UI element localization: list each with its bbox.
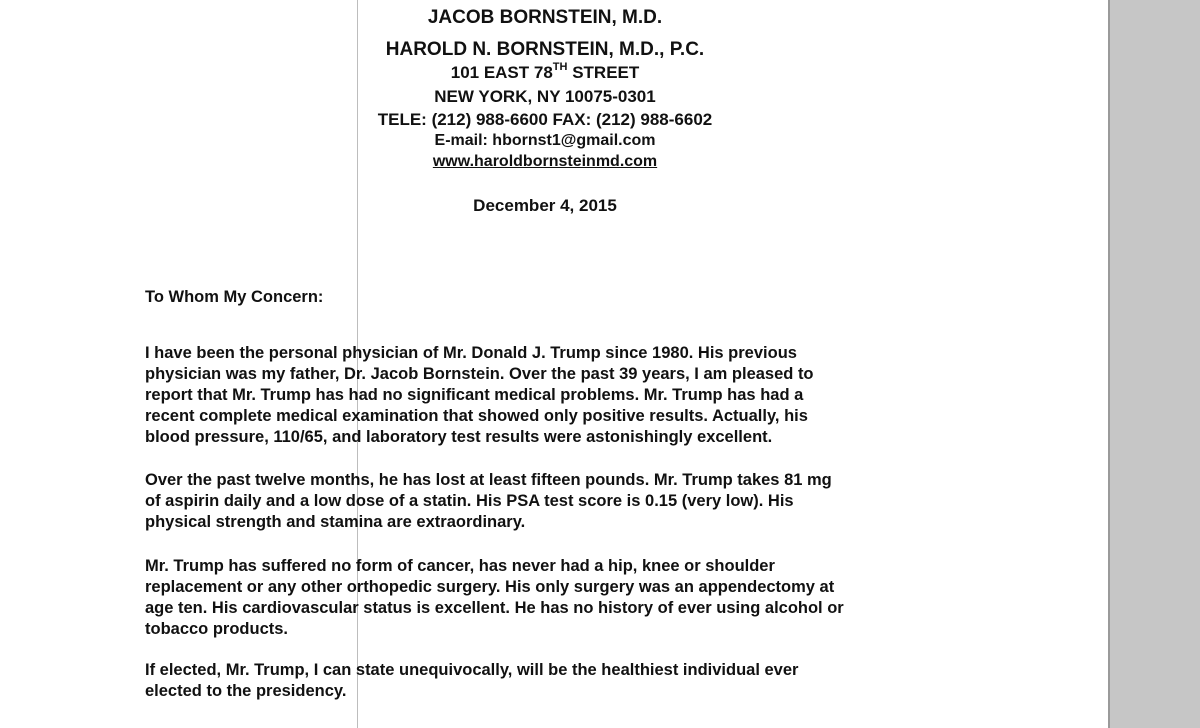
paragraph-line: Mr. Trump has suffered no form of cancer, has never had a hip, knee or shoulder (145, 557, 775, 575)
paragraph-line: recent complete medical examination that showed only positive results. Actually, his (145, 407, 808, 425)
paragraph-line: I have been the personal physician of Mr. Donald J. Trump since 1980. His previous (145, 344, 797, 362)
letterhead-city: NEW YORK, NY 10075-0301 (434, 87, 656, 106)
paragraph-1 (145, 343, 975, 448)
paragraph-line: physician was my father, Dr. Jacob Bornstein. Over the past 39 years, I am pleased to (145, 365, 814, 383)
letter-date: December 4, 2015 (473, 196, 617, 215)
paragraph-line: age ten. His cardiovascular status is excellent. He has no history of ever using alcohol or (145, 599, 844, 617)
paragraph-3 (145, 556, 975, 640)
letterhead-website[interactable] (0, 151, 1090, 173)
paragraph-4 (145, 660, 975, 702)
salutation: To Whom My Concern: (145, 288, 324, 306)
paragraph-line: blood pressure, 110/65, and laboratory test results were astonishingly excellent. (145, 428, 773, 446)
paragraph-2 (145, 470, 975, 533)
paragraph-line: elected to the presidency. (145, 682, 347, 700)
website-link[interactable]: www.haroldbornsteinmd.com (432, 153, 658, 170)
letterhead-address: 101 EAST 78TH STREET (450, 61, 640, 82)
paragraph-line: report that Mr. Trump has had no significant medical problems. Mr. Trump has had a (145, 386, 804, 404)
paragraph-line: tobacco products. (145, 620, 289, 638)
letterhead-email: E-mail: hbornst1@gmail.com (434, 132, 656, 149)
page-edge-shadow (1108, 0, 1110, 728)
paragraph-line: of aspirin daily and a low dose of a statin. His PSA test score is 0.15 (very low). His (145, 492, 794, 510)
letterhead-name-1: JACOB BORNSTEIN, M.D. (427, 7, 663, 28)
paragraph-line: If elected, Mr. Trump, I can state unequivocally, will be the healthiest individual ever (145, 661, 799, 679)
paragraph-line: physical strength and stamina are extraordinary. (145, 513, 526, 531)
paragraph-line: replacement or any other orthopedic surgery. His only surgery was an appendectomy at (145, 578, 835, 596)
paragraph-line: Over the past twelve months, he has lost at least fifteen pounds. Mr. Trump takes 81 mg (145, 471, 832, 489)
letterhead-name-2: HAROLD N. BORNSTEIN, M.D., P.C. (385, 39, 705, 60)
letterhead-phone: TELE: (212) 988-6600 FAX: (212) 988-6602 (377, 110, 713, 129)
